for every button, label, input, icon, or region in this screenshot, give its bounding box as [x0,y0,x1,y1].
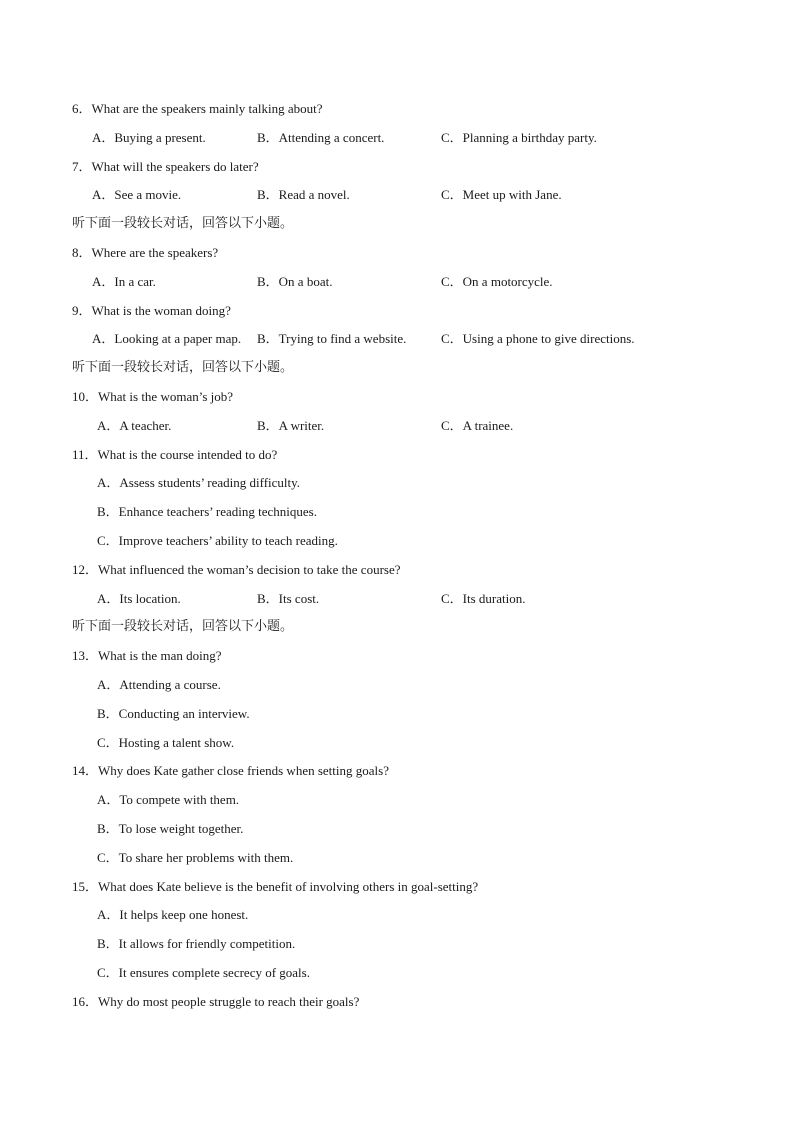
answer-option: A．A teacher. [97,417,172,433]
answer-option: C．To share her problems with them. [97,849,294,865]
question-text: 14．Why does Kate gather close friends when setting goals? [72,763,389,779]
answer-option: A．Looking at a paper map. [92,331,242,347]
question-text: 9．What is the woman doing? [72,302,231,318]
answer-option: B．To lose weight together. [97,821,244,836]
question-text: 16．Why do most people struggle to reach their goals? [72,993,360,1009]
question-text: 8．Where are the speakers? [72,245,219,260]
answer-option: C．On a motorcycle. [441,273,553,289]
answer-option: C．It ensures complete secrecy of goals. [97,965,310,980]
answer-option: A．Its location. [97,590,181,606]
answer-option: A．To compete with them. [97,792,240,808]
section-instruction: 听下面一段较长对话，回答以下小题。 [72,619,294,635]
question-text: 7．What will the speakers do later? [72,158,259,174]
section-instruction: 听下面一段较长对话，回答以下小题。 [72,360,294,376]
answer-option: C．Hosting a talent show. [97,734,235,750]
answer-option: A．Attending a course. [97,677,221,692]
answer-option: B．Trying to find a website. [257,331,407,347]
answer-option: C．Meet up with Jane. [441,187,562,203]
answer-option: B．Enhance teachers’ reading techniques. [97,504,317,520]
question-text: 11．What is the course intended to do? [72,446,278,462]
answer-option: A．Buying a present. [92,129,206,145]
answer-option: B．It allows for friendly competition. [97,936,296,952]
answer-option: A．Assess students’ reading difficulty. [97,475,301,491]
answer-option: B．Conducting an interview. [97,705,250,721]
answer-option: A．In a car. [92,273,156,289]
answer-option: C．A trainee. [441,417,514,433]
answer-option: B．A writer. [257,417,325,433]
answer-option: C．Its duration. [441,590,526,606]
question-text: 13．What is the man doing? [72,648,222,664]
answer-option: B．Read a novel. [257,187,350,203]
question-text: 6．What are the speakers mainly talking about? [72,101,323,116]
answer-option: A．See a movie. [92,187,182,203]
answer-option: B．Attending a concert. [257,129,385,145]
answer-option: B．Its cost. [257,590,320,606]
answer-option: A．It helps keep one honest. [97,907,249,923]
answer-option: C．Using a phone to give directions. [441,331,635,347]
answer-option: C．Planning a birthday party. [441,129,597,145]
question-text: 10．What is the woman’s job? [72,389,234,404]
question-text: 12．What influenced the woman’s decision to take the course? [72,561,401,577]
answer-option: B．On a boat. [257,273,333,289]
section-instruction: 听下面一段较长对话，回答以下小题。 [72,216,294,232]
answer-option: C．Improve teachers’ ability to teach reading. [97,533,338,548]
question-text: 15．What does Kate believe is the benefit of involving others in goal-setting? [72,878,479,894]
